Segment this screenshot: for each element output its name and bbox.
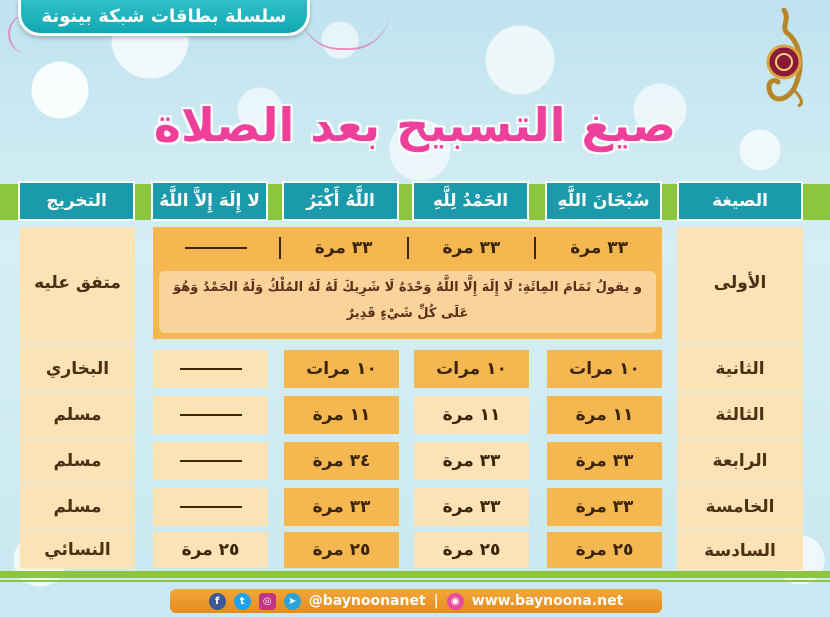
social-handle[interactable]: @baynoonanet <box>308 593 426 609</box>
footer-bar <box>170 589 662 613</box>
footer-band-line <box>0 580 830 582</box>
cell-subhan-3: ١١ مرة <box>547 396 662 434</box>
cell-separator <box>279 237 281 259</box>
source-6: النسائي <box>20 532 135 568</box>
header-allahuakbar: اللَّهُ أَكْبَرُ <box>282 181 399 221</box>
source-5: مسلم <box>20 488 135 526</box>
telegram-icon[interactable]: ➤ <box>284 593 301 610</box>
page-title: صيغ التسبيح بعد الصلاة <box>153 98 677 152</box>
decorative-swirl <box>300 10 390 50</box>
header-subhanallah: سُبْحَانَ اللَّهِ <box>545 181 662 221</box>
dash-mark <box>185 247 247 249</box>
cell-akbar-6: ٢٥ مرة <box>284 532 399 568</box>
cell-tahlil-2 <box>153 350 268 388</box>
series-label: سلسلة بطاقات شبكة بينونة <box>41 6 287 27</box>
footer-band <box>0 571 830 578</box>
row-1-note: و يقولُ تَمَامَ المِائَةِ: لَا إِلَهَ إِلَّا اللَّهُ وَحْدَهُ لَا شَرِيكَ لَهُ لَهُ المُلْكُ وَلَهُ الحَمْدُ وَهُوَ عَلَى كُلِّ شَيْءٍ قَدِيرٌ <box>159 271 656 333</box>
cell-separator <box>534 237 536 259</box>
header-formula: الصيغة <box>677 181 803 221</box>
cell-subhan-4: ٣٣ مرة <box>547 442 662 480</box>
cell-hamd-5: ٣٣ مرة <box>414 488 529 526</box>
header-tahlil: لا إِلَهَ إِلاَّ اللَّهُ <box>151 181 268 221</box>
cell-tahlil-5 <box>153 488 268 526</box>
cell-akbar-2: ١٠ مرات <box>284 350 399 388</box>
twitter-icon[interactable]: t <box>234 593 251 610</box>
row-label-5: الخامسة <box>677 488 803 526</box>
cell-tahlil-3 <box>153 396 268 434</box>
dash-mark <box>180 460 242 462</box>
source-2: البخاري <box>20 350 135 388</box>
header-source: التخريج <box>18 181 135 221</box>
row-1-values <box>153 227 662 339</box>
source-4: مسلم <box>20 442 135 480</box>
header-alhamdulillah: الحَمْدُ لِلَّهِ <box>412 181 529 221</box>
facebook-icon[interactable]: f <box>209 593 226 610</box>
cell-akbar-4: ٣٤ مرة <box>284 442 399 480</box>
cell-subhan-6: ٢٥ مرة <box>547 532 662 568</box>
cell-akbar-1: ٣٣ مرة <box>314 238 373 258</box>
cell-tahlil-4 <box>153 442 268 480</box>
cell-hamd-1: ٣٣ مرة <box>442 238 501 258</box>
cell-subhan-1: ٣٣ مرة <box>570 238 629 258</box>
cell-hamd-2: ١٠ مرات <box>414 350 529 388</box>
series-banner <box>18 0 310 36</box>
web-icon[interactable]: ◉ <box>447 593 464 610</box>
instagram-icon[interactable]: ◎ <box>259 593 276 610</box>
cell-akbar-3: ١١ مرة <box>284 396 399 434</box>
row-label-1: الأولى <box>677 227 803 339</box>
footer-separator: | <box>433 593 439 609</box>
website-link[interactable]: www.baynoona.net <box>471 593 624 609</box>
row-label-6: السادسة <box>677 532 803 570</box>
cell-subhan-2: ١٠ مرات <box>547 350 662 388</box>
row-label-2: الثانية <box>677 349 803 389</box>
cell-tahlil-6: ٢٥ مرة <box>153 532 268 568</box>
cell-hamd-3: ١١ مرة <box>414 396 529 434</box>
cell-subhan-5: ٣٣ مرة <box>547 488 662 526</box>
cell-akbar-5: ٣٣ مرة <box>284 488 399 526</box>
dash-mark <box>180 414 242 416</box>
cell-hamd-4: ٣٣ مرة <box>414 442 529 480</box>
baynoona-logo <box>760 8 808 108</box>
cell-hamd-6: ٢٥ مرة <box>414 532 529 568</box>
dash-mark <box>180 368 242 370</box>
dash-mark <box>180 506 242 508</box>
cell-tahlil-1 <box>153 233 279 263</box>
source-1: متفق عليه <box>20 227 135 339</box>
row-label-4: الرابعة <box>677 442 803 480</box>
row-label-3: الثالثة <box>677 396 803 434</box>
source-3: مسلم <box>20 396 135 434</box>
cell-separator <box>407 237 409 259</box>
